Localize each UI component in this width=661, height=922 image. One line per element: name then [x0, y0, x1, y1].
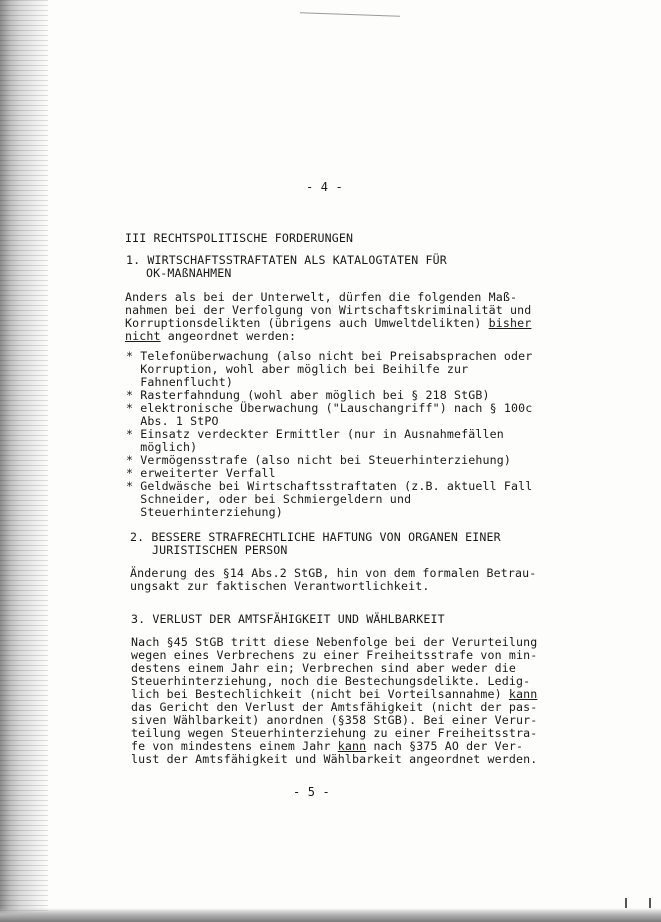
bullet-line: * Geldwäsche bei Wirtschaftsstraftaten (z.B. aktuell Fall	[126, 479, 533, 493]
scan-top-mark	[300, 12, 400, 16]
s3-line: wegen eines Verbrechens zu einer Freiheitsstrafe von min-	[131, 648, 538, 662]
section-heading: III RECHTSPOLITISCHE FORDERUNGEN	[125, 231, 354, 245]
bullet-line: Steuerhinterziehung)	[126, 505, 283, 519]
s3-line: siven Wählbarkeit) anordnen (§358 StGB). Bei einer Verur-	[131, 713, 538, 727]
s1-title-line1: 1. WIRTSCHAFTSSTRAFTATEN ALS KATALOGTATEN FÜR	[126, 253, 447, 267]
s1-paragraph-line4	[125, 330, 296, 344]
bullet-line: * Rasterfahndung (wohl aber möglich bei § 218 StGB)	[126, 388, 490, 402]
s3-line: Nach §45 StGB tritt diese Nebenfolge bei der Verurteilung	[131, 635, 538, 649]
bullet-line: * Vermögensstrafe (also nicht bei Steuerhinterziehung)	[126, 453, 512, 467]
s1-paragraph-line1: Anders als bei der Unterwelt, dürfen die folgenden Maß-	[125, 290, 518, 304]
s3-line: das Gericht den Verlust der Amtsfähigkeit (nicht der pas-	[131, 700, 538, 714]
s2-title-line2: JURISTISCHEN PERSON	[152, 543, 288, 557]
bullet-line: Abs. 1 StPO	[126, 414, 219, 428]
scan-left-edge	[0, 0, 48, 922]
underlined-kann: kann	[508, 687, 538, 701]
bullet-line: * Telefonüberwachung (also nicht bei Preisabsprachen oder	[126, 349, 533, 363]
scan-corner-mark	[625, 898, 651, 908]
s2-title-line1: 2. BESSERE STRAFRECHTLICHE HAFTUNG VON ORGANEN EINER	[130, 530, 501, 544]
underlined-kann: kann	[337, 739, 367, 753]
bullet-line: Korruption, wohl aber möglich bei Beihilfe zur	[126, 362, 469, 376]
s3-line: teilung wegen Steuerhinterziehung zu einer Freiheitsstra-	[131, 726, 538, 740]
s3-line5-text: lich bei Bestechlichkeit (nicht bei Vorteilsannahme)	[131, 687, 509, 701]
page-number-top: - 4 -	[306, 180, 343, 194]
s3-line: lust der Amtsfähigkeit und Wählbarkeit angeordnet werden.	[131, 752, 538, 766]
bullet-line: möglich)	[126, 440, 198, 454]
s1-title-line2: OK-MAßNAHMEN	[146, 266, 232, 280]
page-number-bottom: - 5 -	[293, 785, 330, 799]
underlined-bisher: bisher	[488, 316, 532, 330]
s2-paragraph-line2: ungsakt zur faktischen Verantwortlichkeit.	[130, 579, 430, 593]
underlined-nicht: nicht	[125, 329, 161, 343]
s3-line: Steuerhinterziehung, noch die Bestechungsdelikte. Ledig-	[131, 674, 531, 688]
bullet-line: * elektronische Überwachung ("Lauschangriff") nach § 100c	[126, 401, 533, 415]
s3-line9-text-b: nach §375 AO der Ver-	[366, 739, 524, 753]
s3-line: destens einem Jahr ein; Verbrechen sind aber weder die	[131, 661, 517, 675]
s1-paragraph-line4-text: angeordnet werden:	[160, 329, 297, 343]
s3-line9-text-a: fe von mindestens einem Jahr	[131, 739, 338, 753]
s1-paragraph-line3-text: Korruptionsdelikten (übrigens auch Umweltdelikten)	[125, 316, 489, 330]
bullet-line: Schneider, oder bei Schmiergeldern und	[126, 492, 412, 506]
bullet-line: * erweiterter Verfall	[126, 466, 276, 480]
scan-bottom-edge	[0, 908, 661, 922]
bullet-line: * Einsatz verdeckter Ermittler (nur in Ausnahmefällen	[126, 427, 504, 441]
s1-paragraph-line2: nahmen bei der Verfolgung von Wirtschaftskriminalität und	[125, 303, 532, 317]
bullet-line: Fahnenflucht)	[126, 375, 233, 389]
s2-paragraph-line1: Änderung des §14 Abs.2 StGB, hin von dem formalen Betrau-	[130, 566, 537, 580]
s3-title: 3. VERLUST DER AMTSFÄHIGKEIT UND WÄHLBARKEIT	[131, 612, 445, 626]
